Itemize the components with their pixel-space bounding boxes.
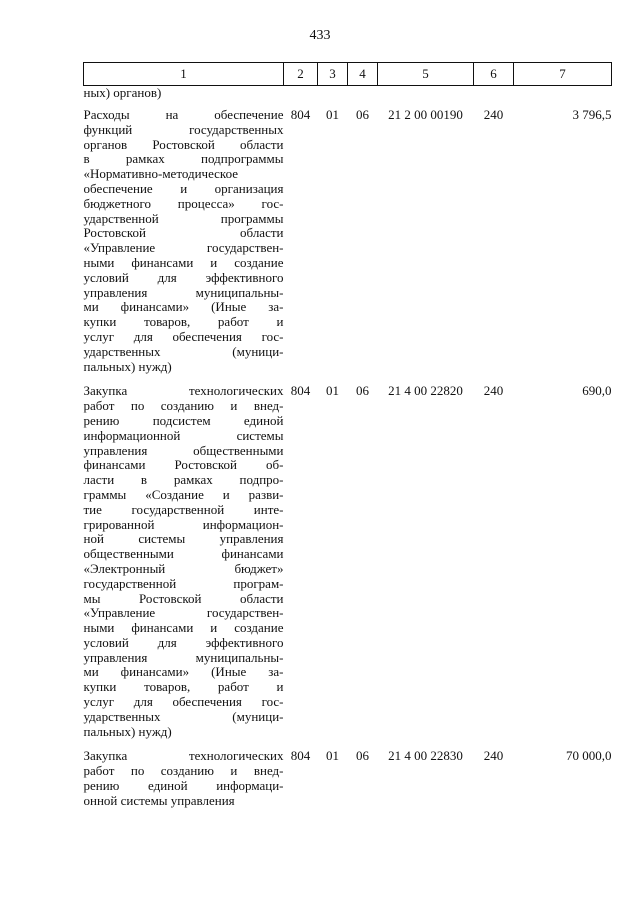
description-line: функций государственных — [83, 121, 284, 137]
description-line: управления муниципальны- — [83, 649, 284, 665]
description-line: граммы «Создание и разви- — [83, 486, 284, 502]
description-line: онной системы управления — [83, 792, 235, 808]
description-line: бюджетного процесса» гос- — [83, 195, 284, 211]
ministry-code: 804 — [290, 383, 311, 399]
target-article-code: 21 4 00 22830 — [388, 748, 463, 764]
description-line: работ по созданию и внед- — [83, 398, 284, 414]
continuation-text: ных) органов) — [83, 85, 162, 100]
description-line: грированной информацион- — [83, 516, 284, 532]
description-line: ласти в рамках подпро- — [83, 472, 284, 488]
target-article-code: 21 4 00 22820 — [388, 383, 463, 399]
description-line: Закупка технологических — [83, 383, 284, 399]
section-code: 01 — [326, 748, 339, 764]
description-line: услуг для обеспечения гос- — [83, 328, 284, 344]
table-header-row — [84, 63, 612, 86]
row-description — [84, 384, 284, 739]
description-line: рению подсистем единой — [83, 412, 284, 428]
column-header: 7 — [514, 63, 612, 86]
description-line: услуг для обеспечения гос- — [83, 694, 284, 710]
section-code: 01 — [326, 107, 339, 122]
description-line: ной системы управления — [83, 531, 284, 547]
description-line: ударственных (муници- — [83, 708, 284, 724]
description-line: в рамках подпрограммы — [83, 151, 284, 167]
section-code: 01 — [326, 383, 339, 399]
description-line: купки товаров, работ и — [83, 314, 284, 330]
subsection-code: 06 — [356, 107, 369, 122]
description-line: условий для эффективного — [83, 269, 284, 285]
ministry-code: 804 — [290, 107, 311, 122]
description-line: Расходы на обеспечение — [83, 107, 284, 122]
description-line: ными финансами и создание — [83, 254, 284, 270]
continuation-row — [84, 86, 612, 109]
description-line: управления общественными — [83, 442, 284, 458]
ministry-code: 804 — [290, 748, 311, 764]
table-row — [84, 384, 612, 739]
description-line: ными финансами и создание — [83, 620, 284, 636]
description-line: управления муниципальны- — [83, 284, 284, 300]
description-line: «Нормативно-методическое — [83, 166, 239, 182]
description-line: Ростовской области — [83, 225, 284, 241]
description-line: «Управление государствен- — [83, 605, 284, 621]
column-header: 1 — [84, 63, 284, 86]
amount-value: 3 796,5 — [572, 107, 612, 122]
column-header: 5 — [378, 63, 474, 86]
amount-value: 690,0 — [582, 383, 612, 399]
column-header: 6 — [474, 63, 514, 86]
description-line: мы Ростовской области — [83, 590, 284, 606]
description-line: тие государственной инте- — [83, 501, 284, 517]
description-line: пальных) нужд) — [83, 358, 172, 374]
description-line: условий для эффективного — [83, 634, 284, 650]
description-line: Закупка технологических — [83, 748, 284, 764]
expense-type-code: 240 — [483, 107, 504, 122]
subsection-code: 06 — [356, 748, 369, 764]
column-header: 3 — [318, 63, 348, 86]
amount-value: 70 000,0 — [566, 748, 612, 764]
page-number: 433 — [309, 28, 331, 43]
row-description — [84, 108, 284, 374]
description-line: пальных) нужд) — [83, 723, 172, 739]
target-article-code: 21 2 00 00190 — [388, 107, 463, 122]
description-line: «Управление государствен- — [83, 240, 284, 256]
description-line: органов Ростовской области — [83, 136, 284, 152]
description-line: ударственной программы — [83, 210, 284, 226]
description-line: рению единой информаци- — [83, 778, 284, 794]
table-row — [84, 108, 612, 374]
row-description — [84, 749, 284, 808]
expense-type-code: 240 — [483, 383, 504, 399]
description-line: финансами Ростовской об- — [83, 457, 284, 473]
description-line: общественными финансами — [83, 546, 284, 562]
description-line: работ по созданию и внед- — [83, 763, 284, 779]
expense-type-code: 240 — [483, 748, 504, 764]
column-header: 2 — [284, 63, 318, 86]
budget-table — [83, 62, 612, 809]
subsection-code: 06 — [356, 383, 369, 399]
description-line: ми финансами» (Иные за- — [83, 299, 284, 315]
description-line: информационной системы — [83, 427, 284, 443]
column-header: 4 — [348, 63, 378, 86]
description-line: обеспечение и организация — [83, 180, 284, 196]
description-line: купки товаров, работ и — [83, 679, 284, 695]
description-line: «Электронный бюджет» — [83, 560, 284, 576]
table-row — [84, 749, 612, 808]
description-line: ми финансами» (Иные за- — [83, 664, 284, 680]
description-line: государственной програм- — [83, 575, 284, 591]
description-line: ударственных (муници- — [83, 343, 284, 359]
